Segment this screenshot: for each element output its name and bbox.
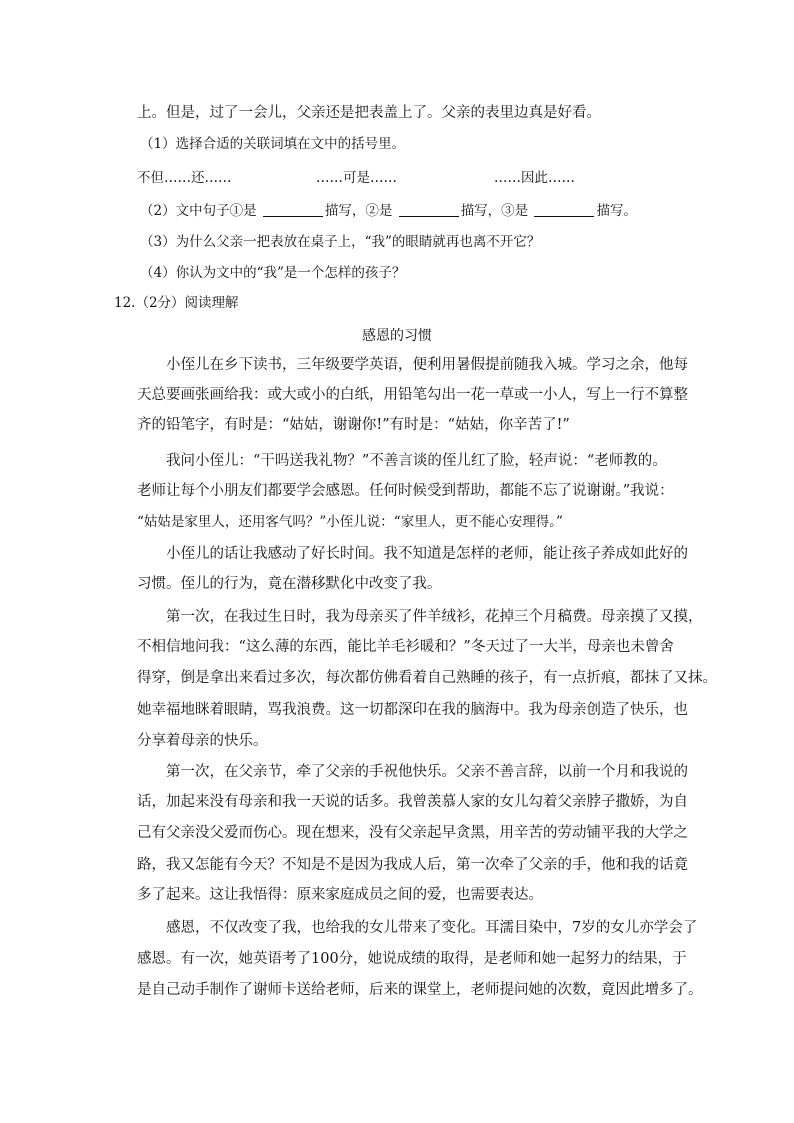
question-2-part-a: （2）文中句子①是	[140, 203, 257, 219]
passage-line: 我问小侄儿：“干吗送我礼物？”不善言谈的侄儿红了脸，轻声说：“老师教的。	[166, 453, 667, 469]
passage-line: 分享着母亲的快乐。	[137, 733, 268, 749]
passage-line: 感恩。有一次，她英语考了100分，她说成绩的取得，是老师和她一起努力的结果，于	[137, 951, 687, 967]
passage-last-line: 上。但是，过了一会儿，父亲还是把表盖上了。父亲的表里边真是好看。	[137, 105, 601, 121]
option-3: ……因此……	[494, 170, 575, 186]
question-4: （4）你认为文中的“我”是一个怎样的孩子？	[140, 265, 406, 281]
passage-line: 路，我又怎能有今天？不知是不是因为我成人后，第一次牵了父亲的手，他和我的话竟	[137, 857, 688, 873]
passage-line: 第一次，在父亲节，牵了父亲的手祝他快乐。父亲不善言辞，以前一个月和我说的	[166, 764, 688, 780]
answer-blank-1[interactable]	[263, 202, 323, 217]
passage-line: 多了起来。这让我悟得：原来家庭成员之间的爱，也需要表达。	[137, 887, 543, 903]
option-1: 不但……还……	[137, 170, 232, 186]
question-12-header: 12.（2分）阅读理解	[114, 295, 239, 311]
passage-line: 不相信地问我：“这么薄的东西，能比羊毛衫暖和？”冬天过了一大半，母亲也未曾舍	[137, 639, 674, 655]
question-2-part-b: 描写，②是	[324, 203, 393, 219]
passage-line: 己有父亲没父爱而伤心。现在想来，没有父亲起早贪黑，用辛苦的劳动铺平我的大学之	[137, 825, 688, 841]
passage-line: 齐的铅笔字，有时是：“姑姑，谢谢你!”有时是：“姑姑，你辛苦了!”	[137, 417, 570, 433]
passage-line: 小侄儿的话让我感动了好长时间。我不知道是怎样的老师，能让孩子养成如此好的	[166, 546, 688, 562]
question-3: （3）为什么父亲一把表放在桌子上，“我”的眼睛就再也离不开它？	[140, 234, 541, 250]
option-2: ……可是……	[316, 170, 397, 186]
answer-blank-2[interactable]	[399, 202, 459, 217]
passage-line: 天总要画张画给我：或大或小的白纸，用铅笔勾出一花一草或一小人，写上一行不算整	[137, 387, 688, 403]
passage-line: 老师让每个小朋友们都要学会感恩。任何时候受到帮助，都能不忘了说谢谢。”我说：	[137, 483, 674, 499]
passage-line: 得穿，倒是拿出来看过多次，每次都仿佛看着自己熟睡的孩子，有一点折痕，都抹了又抹。	[137, 670, 717, 686]
passage-title: 感恩的习惯	[362, 328, 432, 344]
question-2	[140, 201, 637, 221]
passage-line: 是自己动手制作了谢师卡送给老师，后来的课堂上，老师提问她的次数，竟因此增多了。	[137, 982, 703, 998]
passage-line: 小侄儿在乡下读书，三年级要学英语，便利用暑假提前随我入城。学习之余，他每	[166, 357, 688, 373]
passage-line: “姑姑是家里人，还用客气吗？”小侄儿说：“家里人，更不能心安理得。”	[137, 514, 563, 530]
question-1: （1）选择合适的关联词填在文中的括号里。	[140, 136, 406, 152]
passage-line: 第一次，在我过生日时，我为母亲买了件羊绒衫，花掉三个月稿费。母亲摸了又摸，	[166, 609, 703, 625]
passage-line: 习惯。侄儿的行为，竟在潜移默化中改变了我。	[137, 576, 442, 592]
answer-blank-3[interactable]	[534, 202, 594, 217]
question-2-part-d: 描写。	[596, 203, 637, 219]
question-2-part-c: 描写，③是	[460, 203, 529, 219]
passage-line: 她幸福地眯着眼睛，骂我浪费。这一切都深印在我的脑海中。我为母亲创造了快乐，也	[137, 702, 688, 718]
passage-line: 感恩，不仅改变了我，也给我的女儿带来了变化。耳濡目染中，7岁的女儿亦学会了	[166, 920, 698, 936]
passage-line: 话，加起来没有母亲和我一天说的话多。我曾羡慕人家的女儿勾着父亲脖子撒娇，为自	[137, 794, 688, 810]
